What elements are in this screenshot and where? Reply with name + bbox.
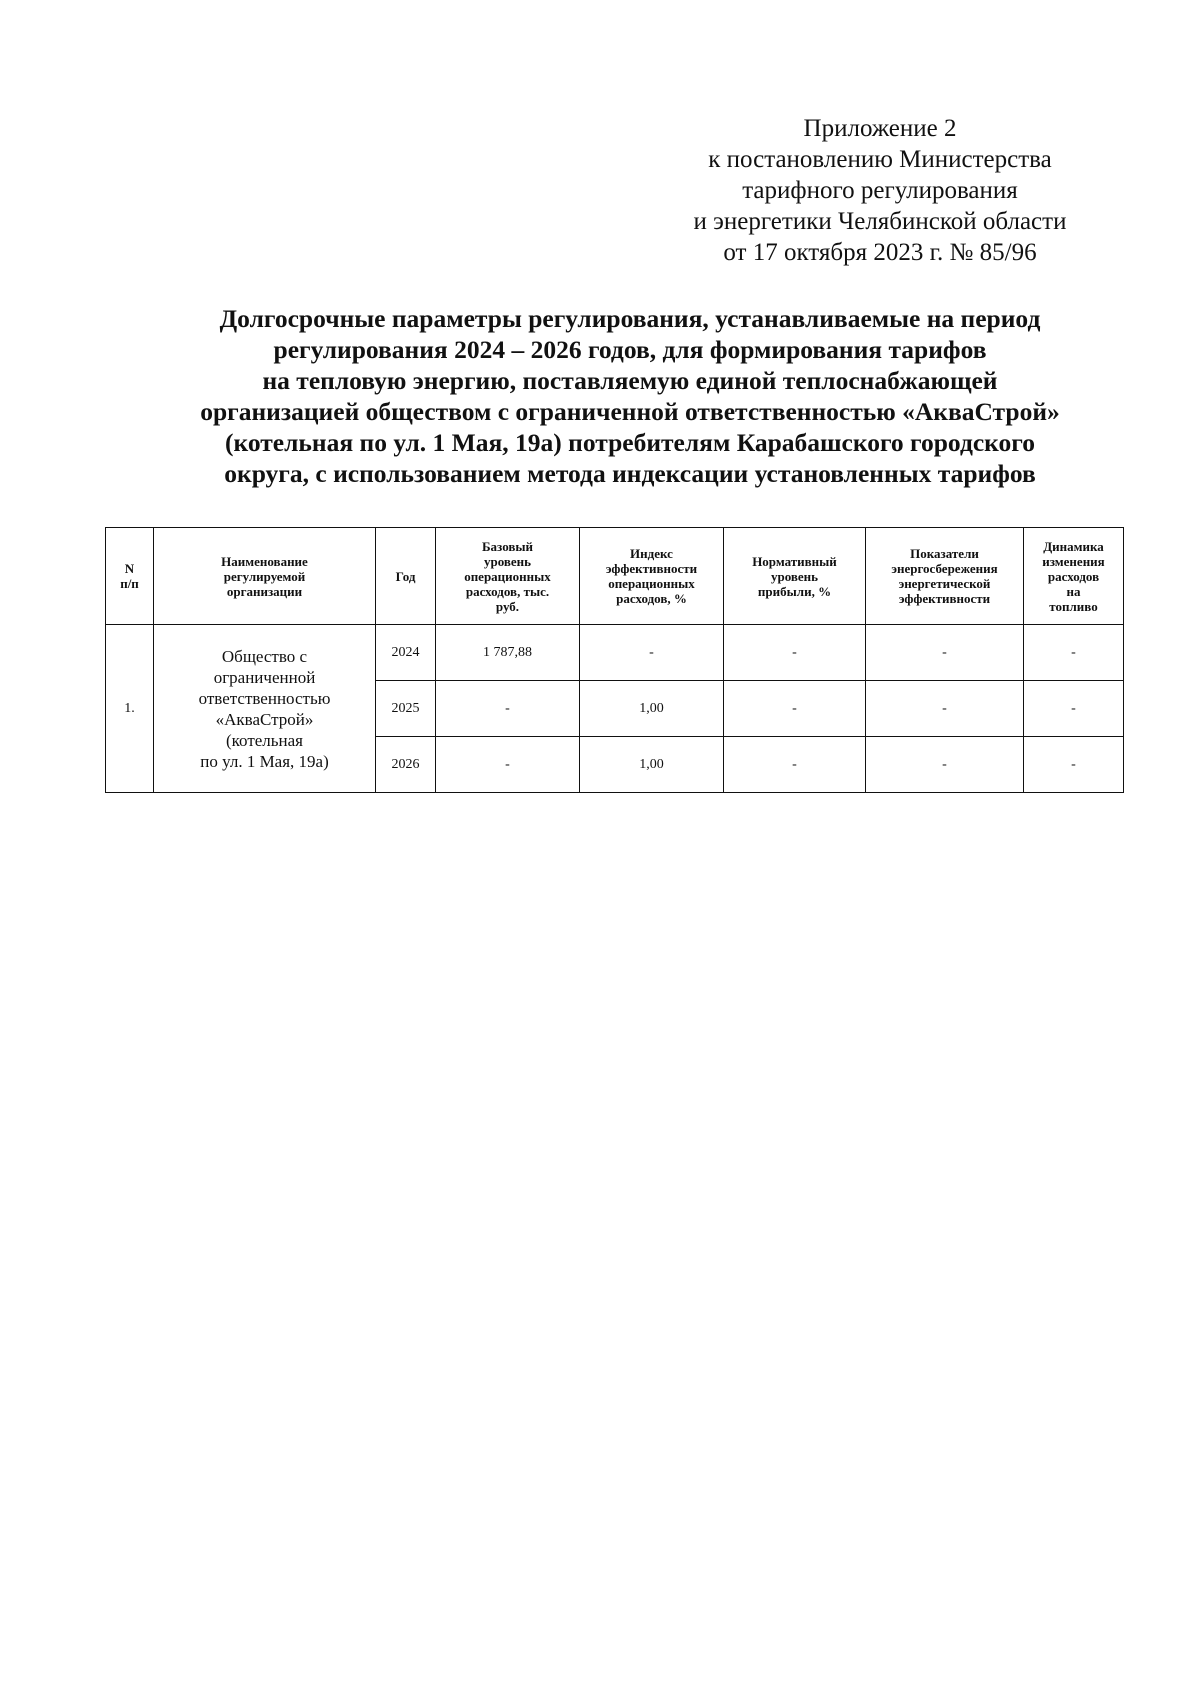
cell-energy-saving: - [866,625,1024,681]
header-fuel-dynamics: Динамика изменения расходов на топливо [1024,528,1124,625]
cell-year: 2024 [376,625,436,681]
cell-year: 2025 [376,681,436,737]
header-efficiency-index: Индекс эффективности операционных расходов, % [580,528,724,625]
cell-fuel-dynamics: - [1024,625,1124,681]
cell-profit-level: - [724,737,866,793]
table-row [106,625,1124,681]
title-line: организацией обществом с ограниченной ответственностью «АкваСтрой» [200,397,1060,426]
header-year: Год [376,528,436,625]
annex-title: Приложение 2 [803,115,957,142]
row-number: 1. [106,625,154,793]
annex-block [660,113,1100,268]
annex-line: и энергетики Челябинской области [693,208,1067,235]
cell-fuel-dynamics: - [1024,681,1124,737]
cell-year: 2026 [376,737,436,793]
cell-fuel-dynamics: - [1024,737,1124,793]
cell-base-level: - [436,737,580,793]
header-energy-saving: Показатели энергосбережения энергетической эффективности [866,528,1024,625]
title-line: (котельная по ул. 1 Мая, 19а) потребителям Карабашского городского [225,428,1035,457]
cell-efficiency-index: 1,00 [580,737,724,793]
header-number: N п/п [106,528,154,625]
annex-line: тарифного регулирования [742,177,1018,204]
cell-base-level: 1 787,88 [436,625,580,681]
cell-energy-saving: - [866,737,1024,793]
cell-efficiency-index: - [580,625,724,681]
table-header-row [106,528,1124,625]
cell-efficiency-index: 1,00 [580,681,724,737]
cell-energy-saving: - [866,681,1024,737]
title-line: Долгосрочные параметры регулирования, устанавливаемые на период [219,304,1041,333]
annex-line: к постановлению Министерства [708,146,1052,173]
cell-profit-level: - [724,625,866,681]
header-organization: Наименование регулируемой организации [154,528,376,625]
title-line: регулирования 2024 – 2026 годов, для формирования тарифов [273,335,987,364]
title-line: округа, с использованием метода индексации установленных тарифов [224,459,1036,488]
title-line: на тепловую энергию, поставляемую единой теплоснабжающей [262,366,998,395]
document-title [150,303,1110,489]
header-base-level: Базовый уровень операционных расходов, тыс. руб. [436,528,580,625]
header-profit-level: Нормативный уровень прибыли, % [724,528,866,625]
parameters-table [105,527,1124,793]
annex-date: от 17 октября 2023 г. № 85/96 [723,239,1037,266]
organization-name: Общество с ограниченной ответственностью «АкваСтрой» (котельная по ул. 1 Мая, 19а) [154,625,376,793]
cell-profit-level: - [724,681,866,737]
cell-base-level: - [436,681,580,737]
